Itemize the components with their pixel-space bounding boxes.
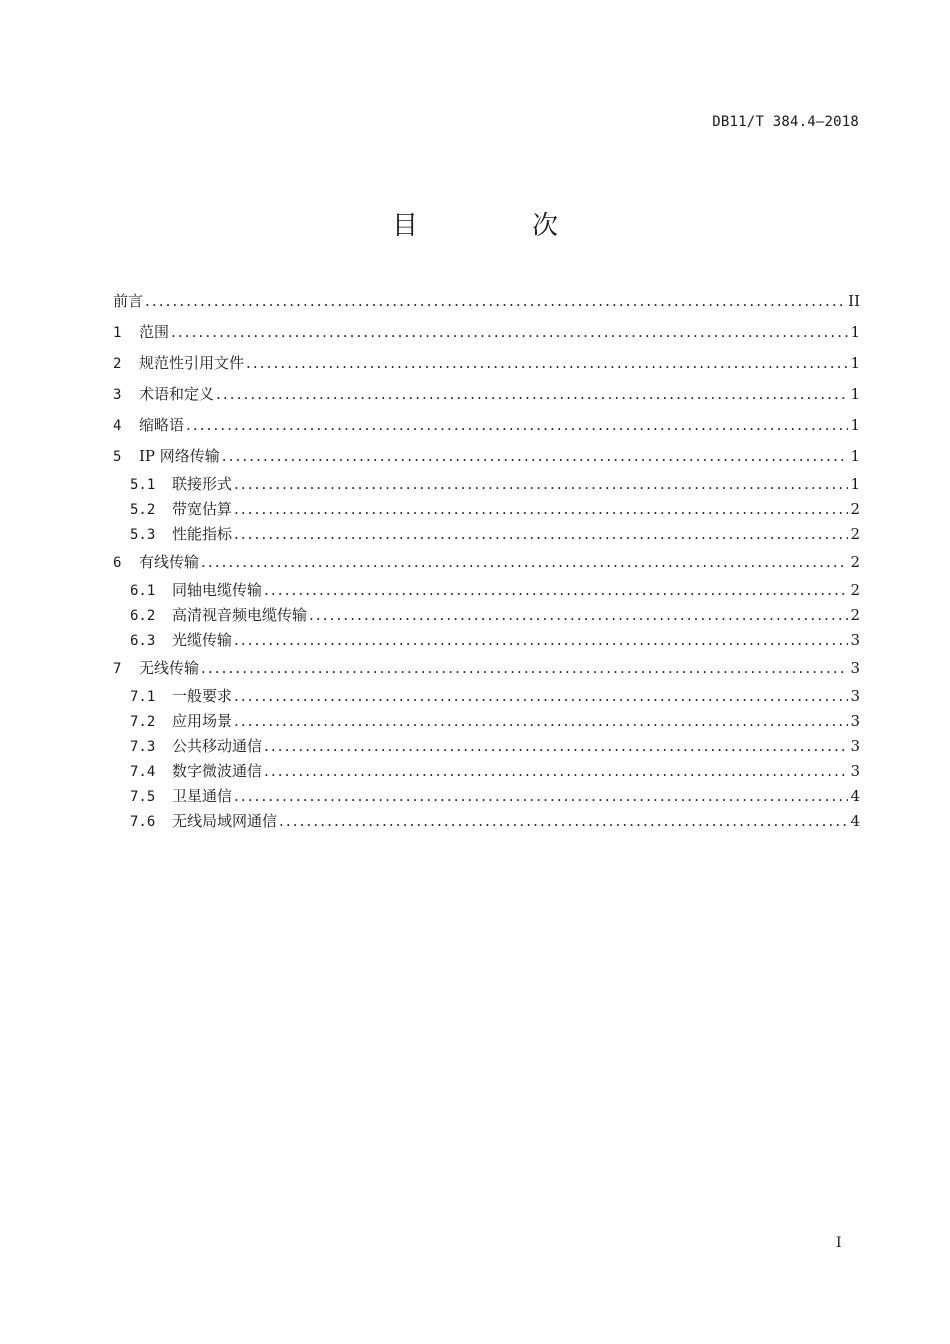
toc-entry-label: 规范性引用文件	[139, 354, 245, 372]
toc-entry-page: 3	[850, 762, 860, 780]
dot-leader	[145, 286, 846, 317]
toc-entry-page: 2	[850, 581, 860, 599]
toc-entry-label: IP 网络传输	[139, 447, 220, 465]
toc-entry[interactable]	[113, 547, 860, 578]
toc-entry-label: 数字微波通信	[172, 762, 263, 780]
toc-entry-label: 光缆传输	[172, 631, 233, 649]
toc-entry-label: 范围	[139, 323, 170, 341]
toc-entry-page: 3	[850, 631, 860, 649]
toc-entry-page: 2	[850, 553, 860, 571]
toc-entry-label: 无线传输	[139, 659, 200, 677]
toc-entry-label: 术语和定义	[139, 385, 215, 403]
toc-entry-number: 7.4	[130, 764, 156, 780]
toc-entry-number: 2	[113, 356, 122, 372]
toc-entry[interactable]	[113, 653, 860, 684]
dot-leader	[186, 410, 848, 441]
toc-entry[interactable]	[113, 286, 860, 317]
toc-entry-page: 3	[850, 712, 860, 730]
toc-entry-number: 5	[113, 449, 122, 465]
toc-entry-number: 6	[113, 555, 122, 571]
page-number: I	[836, 1235, 842, 1251]
toc-entry-page: II	[848, 292, 860, 310]
table-of-contents	[113, 286, 860, 834]
toc-entry-number: 6.1	[130, 583, 156, 599]
toc-entry-number: 7.5	[130, 789, 156, 805]
toc-entry-label: 高清视音频电缆传输	[172, 606, 308, 624]
toc-entry-page: 3	[850, 687, 860, 705]
toc-entry-number: 7.3	[130, 739, 156, 755]
dot-leader	[279, 809, 848, 834]
dot-leader	[222, 441, 849, 472]
toc-entry[interactable]	[113, 709, 860, 734]
dot-leader	[234, 497, 848, 522]
toc-entry-page: 1	[850, 475, 860, 493]
toc-entry-page: 3	[850, 659, 860, 677]
toc-entry-label: 缩略语	[139, 416, 185, 434]
toc-entry[interactable]	[113, 379, 860, 410]
dot-leader	[309, 603, 848, 628]
toc-entry[interactable]	[113, 578, 860, 603]
toc-entry[interactable]	[113, 348, 860, 379]
toc-entry-page: 1	[850, 385, 860, 403]
toc-entry-number: 6.3	[130, 633, 156, 649]
toc-entry[interactable]	[113, 497, 860, 522]
toc-entry-page: 4	[850, 787, 860, 805]
toc-entry-page: 1	[850, 416, 860, 434]
toc-entry-page: 1	[850, 447, 860, 465]
toc-entry-label: 联接形式	[172, 475, 233, 493]
toc-entry-page: 2	[850, 606, 860, 624]
dot-leader	[234, 784, 848, 809]
toc-entry[interactable]	[113, 522, 860, 547]
toc-entry[interactable]	[113, 809, 860, 834]
dot-leader	[201, 547, 848, 578]
toc-entry-number: 5.2	[130, 502, 156, 518]
dot-leader	[264, 759, 848, 784]
dot-leader	[171, 317, 848, 348]
dot-leader	[234, 522, 848, 547]
toc-entry[interactable]	[113, 441, 860, 472]
dot-leader	[201, 653, 848, 684]
toc-entry[interactable]	[113, 317, 860, 348]
toc-entry-number: 1	[113, 325, 122, 341]
toc-entry-label: 卫星通信	[172, 787, 233, 805]
toc-entry[interactable]	[113, 784, 860, 809]
dot-leader	[264, 578, 848, 603]
dot-leader	[216, 379, 848, 410]
toc-entry-number: 5.1	[130, 477, 156, 493]
toc-entry-label: 前言	[113, 292, 144, 310]
toc-entry-label: 公共移动通信	[172, 737, 263, 755]
toc-entry-label: 应用场景	[172, 712, 233, 730]
dot-leader	[264, 734, 848, 759]
toc-entry-page: 1	[850, 354, 860, 372]
toc-entry-page: 2	[850, 500, 860, 518]
toc-entry-page: 1	[850, 323, 860, 341]
toc-entry[interactable]	[113, 472, 860, 497]
toc-entry-number: 7.1	[130, 689, 156, 705]
toc-entry[interactable]	[113, 759, 860, 784]
toc-entry-label: 同轴电缆传输	[172, 581, 263, 599]
toc-entry-number: 7.2	[130, 714, 156, 730]
dot-leader	[234, 472, 848, 497]
toc-entry[interactable]	[113, 410, 860, 441]
toc-entry[interactable]	[113, 603, 860, 628]
document-code: DB11/T 384.4—2018	[712, 114, 859, 130]
toc-entry-number: 5.3	[130, 527, 156, 543]
toc-entry-number: 6.2	[130, 608, 156, 624]
toc-entry-label: 有线传输	[139, 553, 200, 571]
toc-entry-label: 性能指标	[172, 525, 233, 543]
toc-entry[interactable]	[113, 734, 860, 759]
toc-entry-number: 7.6	[130, 814, 156, 830]
dot-leader	[234, 628, 848, 653]
toc-entry-label: 带宽估算	[172, 500, 233, 518]
toc-entry-label: 一般要求	[172, 687, 233, 705]
toc-entry-label: 无线局域网通信	[172, 812, 278, 830]
toc-entry-page: 2	[850, 525, 860, 543]
toc-entry-page: 4	[850, 812, 860, 830]
dot-leader	[246, 348, 848, 379]
toc-entry-page: 3	[850, 737, 860, 755]
toc-title: 目 次	[391, 211, 602, 241]
dot-leader	[234, 709, 848, 734]
toc-entry-number: 4	[113, 418, 122, 434]
toc-entry-number: 7	[113, 661, 122, 677]
dot-leader	[234, 684, 848, 709]
toc-entry[interactable]	[113, 628, 860, 653]
toc-entry[interactable]	[113, 684, 860, 709]
toc-entry-number: 3	[113, 387, 122, 403]
